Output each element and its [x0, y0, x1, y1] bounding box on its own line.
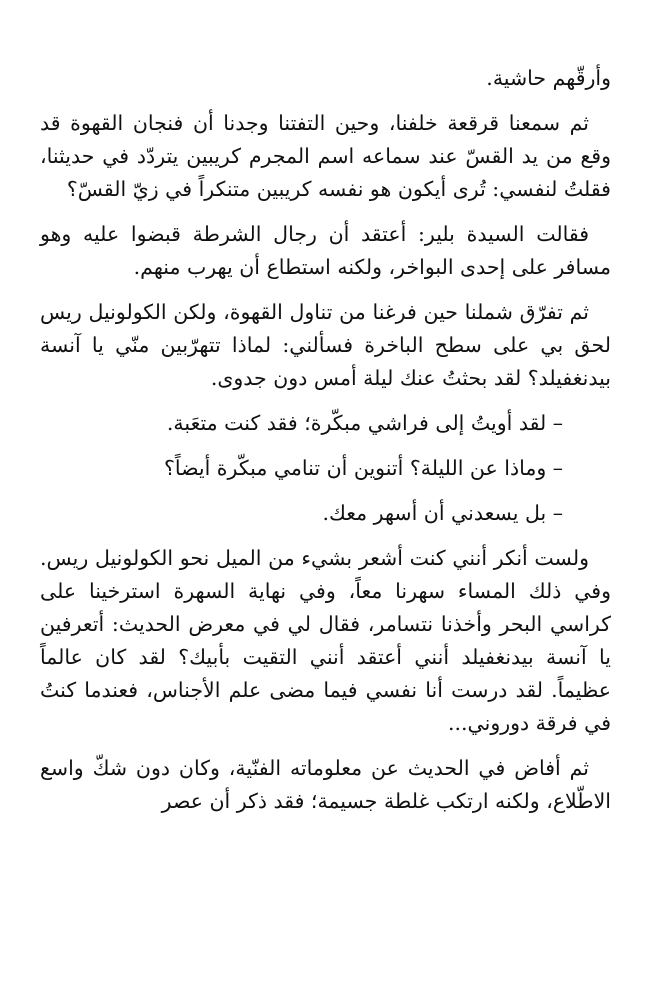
dialogue-line: – لقد أويتُ إلى فراشي مبكّرة؛ فقد كنت متعَبة.: [166, 411, 563, 435]
dialogue-line: – بل يسعدني أن أسهر معك.: [322, 501, 563, 525]
paragraph-cup-falls: ثم سمعنا قرقعة خلفنا، وحين التفتنا وجدنا أن فنجان القهوة قد وقع من يد القسّ عند سماعه اسم المجرم كريبين يتردّد في حديثنا، فقلتُ لنفسي: تُرى أيكون هو نفسه كريبين متنكراً في زيّ القسّ؟: [40, 111, 611, 201]
paragraph-continuation: وأرقّهم حاشية.: [486, 66, 611, 90]
dialogue-line: – وماذا عن الليلة؟ أتنوين أن تنامي مبكّرة أيضاً؟: [163, 456, 563, 480]
paragraph-colonel-race: ثم تفرّق شملنا حين فرغنا من تناول القهوة، ولكن الكولونيل ريس لحق بي على سطح الباخرة فسألني: لماذا تتهرّبين منّي يا آنسة بيدنغفيلد؟ لقد بحثتُ عنك ليلة أمس دون جدوى.: [40, 300, 611, 390]
paragraph-mrs-blair: فقالت السيدة بلير: أعتقد أن رجال الشرطة قبضوا عليه وهو مسافر على إحدى البواخر، ولكنه استطاع أن يهرب منهم.: [40, 222, 611, 279]
paragraph-evening: ولست أنكر أنني كنت أشعر بشيء من الميل نحو الكولونيل ريس. وفي ذلك المساء سهرنا معاً، وفي نهاية السهرة استرخينا على كراسي البحر وأخذنا نتسامر، فقال لي في معرض الحديث: أتعرفين يا آنسة بيدنغفيلد أنني أعتقد أنني التقيت بأبيك؟ لقد كان عالماً عظيماً. لقد درست أنا نفسي فيما مضى علم الأجناس، فعندما كنتُ في فرقة دوروني...: [40, 546, 611, 735]
paragraph-mistake: ثم أفاض في الحديث عن معلوماته الفنّية، وكان دون شكّ واسع الاطّلاع، ولكنه ارتكب غلطة جسيمة؛ فقد ذكر أن عصر: [40, 756, 611, 813]
